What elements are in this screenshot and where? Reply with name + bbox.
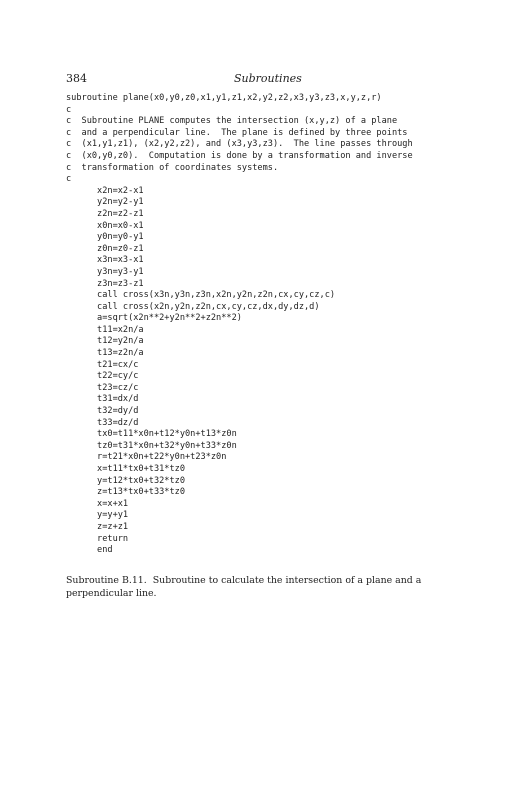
code-line: y=t12*tx0+t32*tz0: [66, 475, 185, 486]
code-line: r=t21*x0n+t22*y0n+t23*z0n: [66, 452, 227, 463]
code-line: call cross(x2n,y2n,z2n,cx,cy,cz,dx,dy,dz,d): [66, 301, 320, 312]
code-line: c (x0,y0,z0). Computation is done by a transformation and inverse: [66, 150, 413, 161]
code-line: end: [66, 545, 113, 556]
code-line: x2n=x2-x1: [66, 185, 144, 196]
code-line: t33=dz/d: [66, 417, 139, 428]
code-line: z3n=z3-z1: [66, 278, 144, 289]
code-line: c Subroutine PLANE computes the intersection (x,y,z) of a plane: [66, 116, 398, 127]
code-line: t23=cz/c: [66, 382, 139, 393]
code-line: t11=x2n/a: [66, 324, 144, 335]
code-line: y3n=y3-y1: [66, 266, 144, 277]
code-line: tx0=t11*x0n+t12*y0n+t13*z0n: [66, 429, 237, 440]
code-listing: [66, 93, 476, 557]
code-line: tz0=t31*x0n+t32*y0n+t33*z0n: [66, 440, 237, 451]
code-line: t31=dx/d: [66, 394, 139, 405]
code-line: c: [66, 174, 72, 185]
code-line: t32=dy/d: [66, 406, 139, 417]
code-line: y2n=y2-y1: [66, 197, 144, 208]
code-line: c (x1,y1,z1), (x2,y2,z2), and (x3,y3,z3). The line passes through: [66, 139, 413, 150]
code-line: x3n=x3-x1: [66, 255, 144, 266]
code-line: t21=cx/c: [66, 359, 139, 370]
code-line: y0n=y0-y1: [66, 232, 144, 243]
code-line: subroutine plane(x0,y0,z0,x1,y1,z1,x2,y2,z2,x3,y3,z3,x,y,z,r): [66, 93, 382, 103]
code-line: t13=z2n/a: [66, 348, 144, 359]
code-line: z=t13*tx0+t33*tz0: [66, 487, 185, 498]
code-line: c: [66, 104, 72, 115]
code-line: x=t11*tx0+t31*tz0: [66, 464, 185, 474]
figure-caption: [66, 575, 466, 600]
code-line: c and a perpendicular line. The plane is defined by three points: [66, 127, 408, 138]
code-line: c transformation of coordinates systems.: [66, 162, 279, 173]
page-header: [66, 72, 466, 86]
code-line: t22=cy/c: [66, 371, 139, 382]
caption-label: Subroutine B.11.: [66, 575, 147, 586]
running-title: Subroutines: [234, 72, 302, 85]
page-number: 384: [66, 72, 87, 85]
code-line: x0n=x0-x1: [66, 220, 144, 231]
code-line: return: [66, 533, 129, 544]
code-line: x=x+x1: [66, 498, 129, 509]
code-line: z0n=z0-z1: [66, 243, 144, 254]
caption-text: Subroutine to calculate the intersection of a plane and a perpendicular line.: [66, 575, 422, 599]
code-line: z2n=z2-z1: [66, 208, 144, 219]
code-line: t12=y2n/a: [66, 336, 144, 347]
code-line: call cross(x3n,y3n,z3n,x2n,y2n,z2n,cx,cy,cz,c): [66, 290, 336, 301]
code-line: y=y+y1: [66, 510, 129, 521]
code-line: z=z+z1: [66, 521, 129, 532]
code-line: a=sqrt(x2n**2+y2n**2+z2n**2): [66, 313, 242, 324]
